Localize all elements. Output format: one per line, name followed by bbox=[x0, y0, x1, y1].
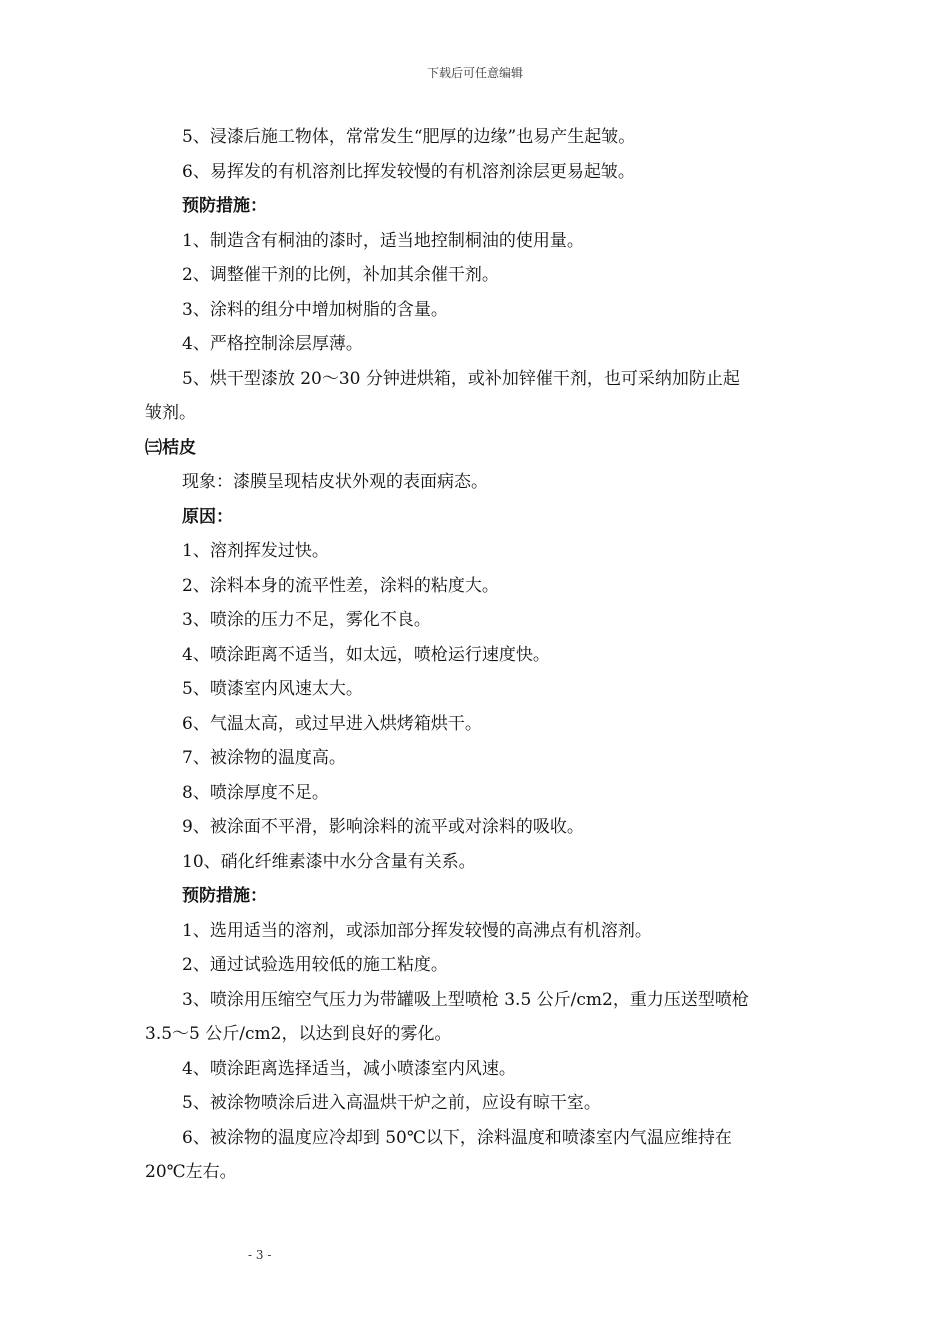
list-item-continuation: 皱剂。 bbox=[145, 403, 196, 423]
list-item: 2、通过试验选用较低的施工粘度。 bbox=[182, 955, 448, 975]
list-item: 1、选用适当的溶剂，或添加部分挥发较慢的高沸点有机溶剂。 bbox=[182, 920, 652, 941]
list-item: 8、喷涂厚度不足。 bbox=[182, 782, 329, 803]
list-item: 2、涂料本身的流平性差，涂料的粘度大。 bbox=[182, 575, 499, 596]
list-item: 6、气温太高，或过早进入烘烤箱烘干。 bbox=[182, 713, 482, 734]
page-header: 下载后可任意编辑 bbox=[426, 66, 523, 80]
section-heading: 预防措施： bbox=[182, 196, 267, 216]
paragraph: 现象：漆膜呈现桔皮状外观的表面病态。 bbox=[182, 472, 488, 492]
document-body bbox=[145, 120, 810, 1190]
list-item: 5、喷漆室内风速太大。 bbox=[182, 679, 363, 699]
list-item: 9、被涂面不平滑，影响涂料的流平或对涂料的吸收。 bbox=[182, 817, 584, 837]
paragraph: 6、易挥发的有机溶剂比挥发较慢的有机溶剂涂层更易起皱。 bbox=[182, 161, 635, 182]
list-item: 2、调整催干剂的比例，补加其余催干剂。 bbox=[182, 265, 499, 285]
list-item-continuation: 20℃左右。 bbox=[145, 1162, 237, 1182]
list-item: 5、被涂物喷涂后进入高温烘干炉之前，应设有晾干室。 bbox=[182, 1093, 601, 1113]
list-item: 3、涂料的组分中增加树脂的含量。 bbox=[182, 299, 448, 320]
list-item: 6、被涂物的温度应冷却到 50℃以下，涂料温度和喷漆室内气温应维持在 bbox=[182, 1127, 732, 1148]
list-item: 4、严格控制涂层厚薄。 bbox=[182, 334, 363, 354]
section-title: ㈢桔皮 bbox=[145, 437, 196, 458]
page-number: - 3 - bbox=[248, 1248, 272, 1262]
section-heading: 预防措施： bbox=[182, 886, 267, 906]
paragraph: 5、浸漆后施工物体，常常发生“肥厚的边缘”也易产生起皱。 bbox=[182, 127, 636, 147]
list-item: 3、喷涂的压力不足，雾化不良。 bbox=[182, 610, 431, 630]
list-item-continuation: 3.5～5 公斤/cm2，以达到良好的雾化。 bbox=[145, 1024, 452, 1044]
list-item: 7、被涂物的温度高。 bbox=[182, 748, 346, 768]
list-item: 10、硝化纤维素漆中水分含量有关系。 bbox=[182, 851, 476, 872]
list-item: 1、制造含有桐油的漆时，适当地控制桐油的使用量。 bbox=[182, 230, 584, 251]
list-item: 1、溶剂挥发过快。 bbox=[182, 541, 329, 561]
list-item: 4、喷涂距离选择适当，减小喷漆室内风速。 bbox=[182, 1058, 516, 1079]
list-item: 5、烘干型漆放 20～30 分钟进烘箱，或补加锌催干剂，也可采纳加防止起 bbox=[182, 368, 740, 389]
list-item: 4、喷涂距离不适当，如太远，喷枪运行速度快。 bbox=[182, 644, 550, 665]
section-heading: 原因： bbox=[182, 506, 233, 527]
list-item: 3、喷涂用压缩空气压力为带罐吸上型喷枪 3.5 公斤/cm2，重力压送型喷枪 bbox=[182, 989, 749, 1010]
